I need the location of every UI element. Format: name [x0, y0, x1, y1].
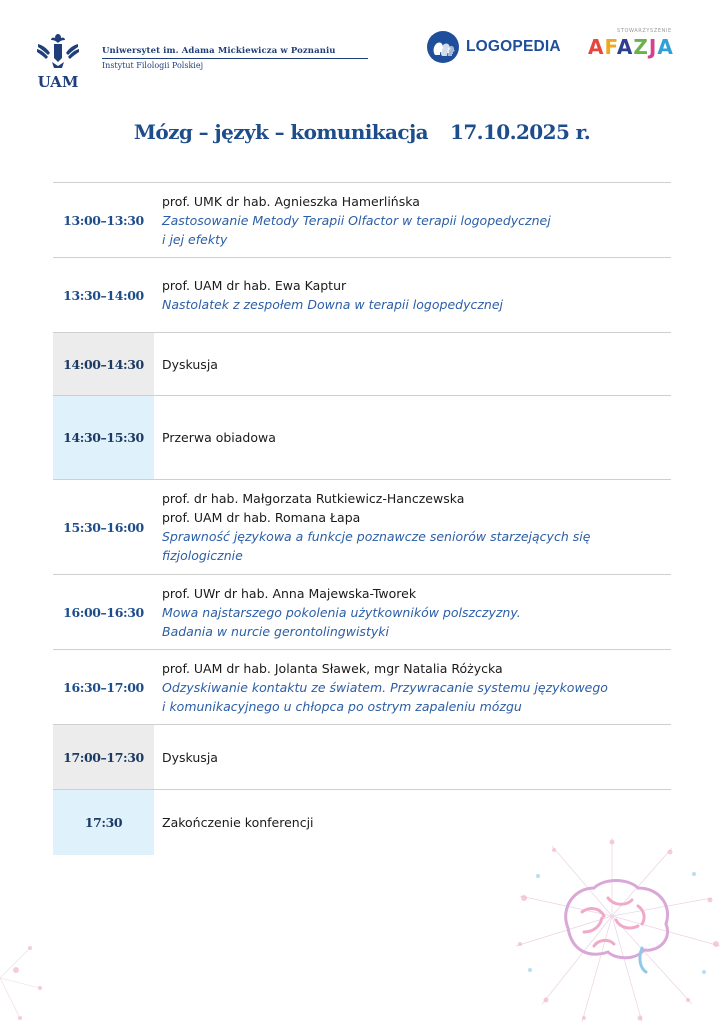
- logopedia-label: LOGOPEDIA: [466, 38, 561, 55]
- schedule-row: [53, 183, 671, 258]
- logopedia-heads-icon: [426, 30, 460, 64]
- title-date: 17.10.2025 r.: [450, 120, 591, 144]
- institute-name: Instytut Filologii Polskiej: [102, 61, 204, 70]
- talk-title-line: Zastosowanie Metody Terapii Olfactor w terapii logopedycznej: [162, 212, 551, 228]
- svg-text:UAM: UAM: [37, 73, 79, 91]
- schedule-row: [53, 480, 671, 575]
- talk-title-line: Badania w nurcie gerontolingwistyki: [162, 623, 389, 639]
- uam-text-block: [102, 46, 368, 70]
- schedule-row: [53, 258, 671, 333]
- page-title: [0, 120, 724, 144]
- row-time: 17:00–17:30: [53, 725, 154, 790]
- row-content: [154, 480, 671, 575]
- row-time: 17:30: [53, 790, 154, 855]
- row-time: 13:00–13:30: [63, 212, 144, 228]
- talk-title-line: Odzyskiwanie kontaktu ze światem. Przywracanie systemu językowego: [162, 679, 608, 695]
- schedule-row: [53, 333, 671, 396]
- afazja-name: AFAZJA: [588, 35, 674, 59]
- row-content: [154, 575, 671, 650]
- speaker-line: prof. dr hab. Małgorzata Rutkiewicz-Hanczewska: [162, 491, 465, 506]
- schedule-row: [53, 575, 671, 650]
- speaker-line: prof. UAM dr hab. Romana Łapa: [162, 510, 361, 525]
- speaker-line: prof. UAM dr hab. Jolanta Sławek, mgr Natalia Różycka: [162, 660, 503, 676]
- afazja-logo: [588, 28, 674, 59]
- title-main: Mózg – język – komunikacja: [133, 120, 428, 144]
- logopedia-logo: [426, 30, 561, 64]
- row-content: [154, 258, 671, 333]
- row-time: 14:00–14:30: [53, 333, 154, 396]
- row-content: [154, 725, 671, 790]
- talk-title-line: Sprawność językowa a funkcje poznawcze seniorów starzejących się: [162, 529, 591, 544]
- row-time: 16:30–17:00: [63, 679, 144, 695]
- row-content: [154, 183, 671, 258]
- speaker-line: Zakończenie konferencji: [162, 814, 314, 830]
- row-content: [154, 650, 671, 725]
- afazja-subtitle: STOWARZYSZENIE: [617, 28, 672, 34]
- corner-decoration: [0, 928, 60, 1024]
- row-content: [154, 333, 671, 396]
- row-time: 14:30–15:30: [53, 396, 154, 480]
- talk-title-line: i komunikacyjnego u chłopca po ostrym zapaleniu mózgu: [162, 698, 522, 714]
- row-time: 15:30–16:00: [63, 519, 144, 535]
- speaker-line: prof. UAM dr hab. Ewa Kaptur: [162, 278, 347, 293]
- speaker-line: Przerwa obiadowa: [162, 430, 276, 445]
- schedule-table: [53, 182, 671, 855]
- schedule-row: [53, 650, 671, 725]
- speaker-line: prof. UMK dr hab. Agnieszka Hamerlińska: [162, 193, 420, 209]
- uam-eagle-logo: [34, 30, 82, 92]
- row-time: 13:30–14:00: [63, 287, 144, 303]
- talk-title-line: fizjologicznie: [162, 548, 243, 563]
- speaker-line: Dyskusja: [162, 749, 218, 765]
- schedule-row: [53, 725, 671, 790]
- row-content: [154, 396, 671, 480]
- university-name: Uniwersytet im. Adama Mickiewicza w Poznaniu: [102, 46, 368, 59]
- schedule-row: [53, 396, 671, 480]
- talk-title-line: i jej efekty: [162, 231, 228, 247]
- header: [0, 0, 724, 110]
- speaker-line: Dyskusja: [162, 356, 218, 372]
- talk-title-line: Nastolatek z zespołem Downa w terapii logopedycznej: [162, 297, 503, 312]
- talk-title-line: Mowa najstarszego pokolenia użytkowników polszczyzny.: [162, 604, 521, 620]
- row-time: 16:00–16:30: [63, 604, 144, 620]
- speaker-line: prof. UWr dr hab. Anna Majewska-Tworek: [162, 585, 417, 601]
- brain-illustration: [512, 836, 724, 1024]
